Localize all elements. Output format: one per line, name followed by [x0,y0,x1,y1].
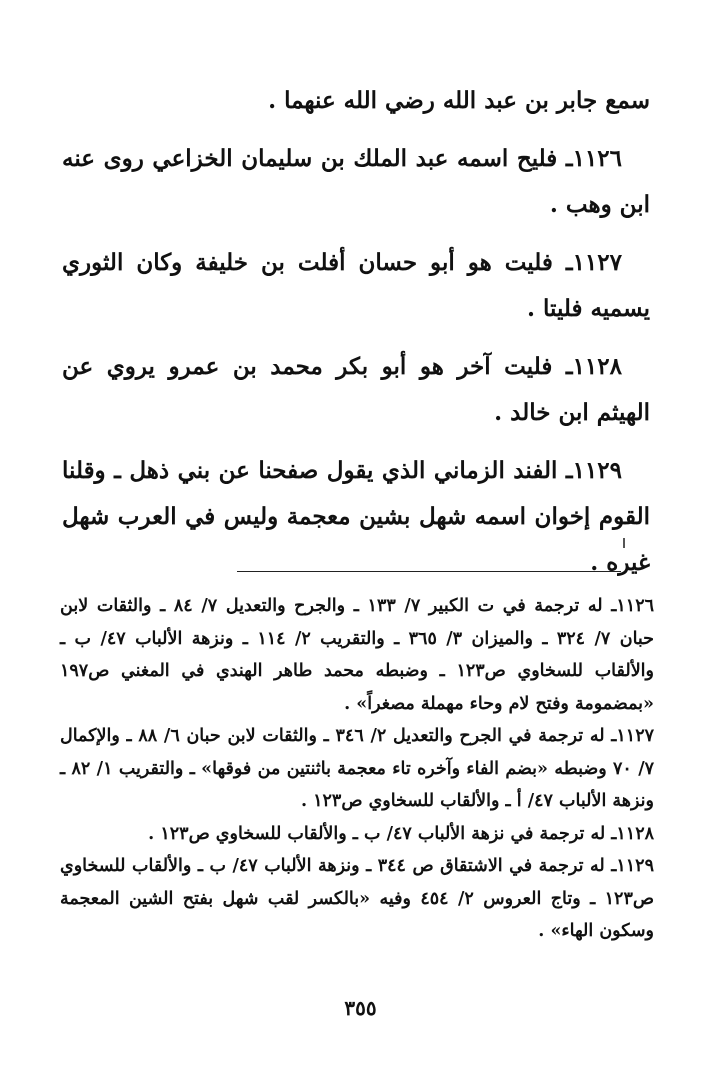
entry-1126: ١١٢٦ـ فليح اسمه عبد الملك بن سليمان الخزاعي روى عنه ابن وهب . [62,145,650,218]
entry-1129: ١١٢٩ـ الفند الزماني الذي يقول صفحنا عن بني ذهل ـ وقلنا القوم إخوان اسمه شهل بشين معجمة وليس في العرب شهل غيره . [62,457,650,576]
footnote-1128: ١١٢٨ـ له ترجمة في نزهة الألباب ٤٧/ ب ـ والألقاب للسخاوي ص١٢٣ . [148,823,654,844]
footnote-separator [237,571,621,572]
footnote-1126: ١١٢٦ـ له ترجمة في ت الكبير ٧/ ١٣٣ ـ والجرح والتعديل ٧/ ٨٤ ـ والثقات لابن حبان ٧/ ٣٢٤ ـ والميزان ٣/ ٣٦٥ ـ والتقريب ٢/ ١١٤ ـ ونزهة الألباب ٤٧/ ب ـ والألقاب للسخاوي ص١٢٣ ـ وضبطه محمد طاهر الهندي في المغني ص١٩٧ «بمضمومة وفتح لام وحاء مهملة مصغراً» . [60,596,655,714]
main-text-block [62,78,650,586]
page-number: ٣٥٥ [344,996,377,1020]
intro-line: سمع جابر بن عبد الله رضي الله عنهما . [268,87,650,114]
entry-1127: ١١٢٧ـ فليت هو أبو حسان أفلت بن خليفة وكان الثوري يسميه فليتا . [62,249,650,322]
footnote-1129: ١١٢٩ـ له ترجمة في الاشتقاق ص ٣٤٤ ـ ونزهة الألباب ٤٧/ ب ـ والألقاب للسخاوي ص١٢٣ ـ وتاج العروس ٢/ ٤٥٤ وفيه «بالكسر لقب شهل بفتح الشين المعجمة وسكون الهاء» . [60,856,655,941]
entry-1128: ١١٢٨ـ فليت آخر هو أبو بكر محمد بن عمرو يروي عن الهيثم ابن خالد . [62,353,650,426]
footnote-1127: ١١٢٧ـ له ترجمة في الجرح والتعديل ٢/ ٣٤٦ ـ والثقات لابن حبان ٦/ ٨٨ ـ والإكمال ٧/ ٧٠ وضبطه «بضم الفاء وآخره تاء معجمة باثنتين من فوقها» ـ والتقريب ١/ ٨٢ ـ ونزهة الألباب ٤٧/ أ ـ والألقاب للسخاوي ص١٢٣ . [60,726,655,811]
footnotes-block [60,590,654,948]
scan-speck [623,538,625,548]
